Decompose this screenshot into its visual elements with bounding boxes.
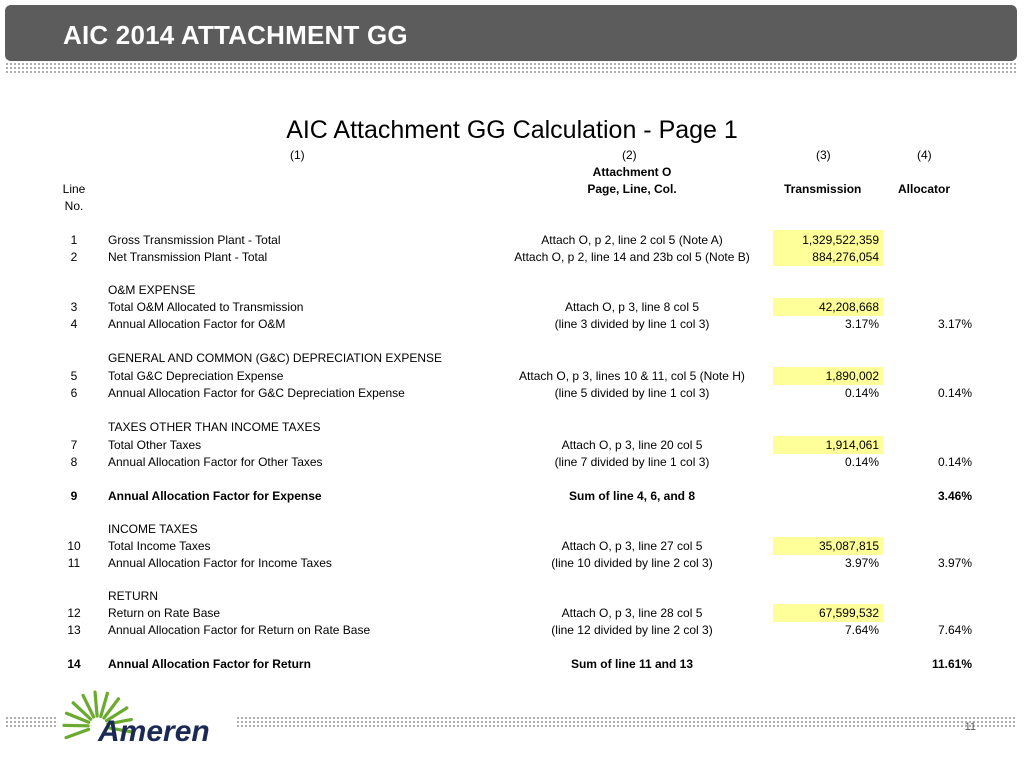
section-heading-income-taxes: INCOME TAXES — [108, 522, 198, 536]
row-reference: (line 5 divided by line 1 col 3) — [554, 386, 710, 400]
document-title: AIC Attachment GG Calculation - Page 1 — [286, 116, 738, 144]
col-number-1: (1) — [290, 148, 305, 162]
row-transmission-value: 42,208,668 — [773, 298, 883, 316]
row-reference: (line 7 divided by line 1 col 3) — [554, 455, 710, 469]
row-transmission-value: 67,599,532 — [773, 604, 883, 622]
row-reference: Attach O, p 3, line 28 col 5 — [561, 606, 703, 620]
row-reference: Sum of line 4, 6, and 8 — [568, 489, 696, 503]
header-line: Line — [62, 182, 86, 196]
row-reference: Attach O, p 3, line 20 col 5 — [561, 438, 703, 452]
row-transmission-value: 3.97% — [844, 556, 879, 570]
row-transmission-value: 0.14% — [844, 386, 879, 400]
row-reference: (line 12 divided by line 2 col 3) — [551, 623, 713, 637]
ameren-wordmark: Ameren — [98, 715, 210, 748]
header-page-line-col: Page, Line, Col. — [587, 182, 677, 196]
row-line-number: 5 — [70, 369, 78, 383]
slide-title: AIC 2014 ATTACHMENT GG — [63, 20, 408, 50]
row-description: Gross Transmission Plant - Total — [108, 233, 281, 247]
logo-ray — [95, 692, 97, 716]
row-transmission-value: 1,914,061 — [773, 436, 883, 454]
row-reference: Attach O, p 3, line 8 col 5 — [564, 300, 700, 314]
row-line-number: 10 — [67, 539, 81, 553]
row-transmission-value: 1,329,522,359 — [773, 230, 883, 248]
section-heading-other-taxes: TAXES OTHER THAN INCOME TAXES — [108, 420, 321, 434]
row-allocator-value: 3.97% — [937, 556, 972, 570]
header-transmission: Transmission — [784, 182, 862, 196]
row-description: Total G&C Depreciation Expense — [108, 369, 284, 383]
dotted-divider-bottom-left — [5, 716, 57, 728]
row-line-number: 7 — [70, 438, 78, 452]
row-description: Total Other Taxes — [108, 438, 202, 452]
row-line-number: 9 — [70, 489, 78, 503]
row-reference: Attach O, p 3, line 27 col 5 — [561, 539, 703, 553]
row-allocator-value: 0.14% — [937, 455, 972, 469]
row-transmission-value: 35,087,815 — [773, 537, 883, 555]
row-description: Return on Rate Base — [108, 606, 221, 620]
row-line-number: 11 — [67, 556, 81, 570]
row-description: Annual Allocation Factor for Income Taxes — [108, 556, 332, 570]
row-description: Annual Allocation Factor for Other Taxes — [108, 455, 323, 469]
row-reference: (line 10 divided by line 2 col 3) — [551, 556, 713, 570]
dotted-divider-bottom-right — [236, 716, 1017, 728]
row-reference: (line 3 divided by line 1 col 3) — [554, 317, 710, 331]
row-allocator-value: 7.64% — [937, 623, 972, 637]
row-description: Net Transmission Plant - Total — [108, 250, 268, 264]
row-description: Annual Allocation Factor for Return on Rate Base — [108, 623, 371, 637]
row-reference: Sum of line 11 and 13 — [570, 657, 694, 671]
row-reference: Attach O, p 2, line 2 col 5 (Note A) — [541, 233, 723, 247]
section-heading-return: RETURN — [108, 589, 158, 603]
row-description: Annual Allocation Factor for O&M — [108, 317, 286, 331]
logo-ray — [66, 729, 89, 737]
row-transmission-value: 0.14% — [844, 455, 879, 469]
col-number-4: (4) — [917, 148, 932, 162]
row-line-number: 8 — [70, 455, 78, 469]
row-transmission-value: 1,890,002 — [773, 367, 883, 385]
row-line-number: 1 — [70, 233, 78, 247]
row-line-number: 14 — [67, 657, 81, 671]
row-description: Total O&M Allocated to Transmission — [108, 300, 304, 314]
row-line-number: 3 — [70, 300, 78, 314]
row-reference: Attach O, p 2, line 14 and 23b col 5 (Note B) — [514, 250, 750, 264]
row-reference: Attach O, p 3, lines 10 & 11, col 5 (Note H) — [519, 369, 745, 383]
section-heading-gc: GENERAL AND COMMON (G&C) DEPRECIATION EXPENSE — [108, 351, 443, 365]
header-allocator: Allocator — [898, 182, 951, 196]
col-number-2: (2) — [622, 148, 637, 162]
row-line-number: 2 — [70, 250, 78, 264]
header-attachment-o: Attachment O — [592, 165, 672, 179]
row-transmission-value: 7.64% — [844, 623, 879, 637]
row-description: Annual Allocation Factor for Return — [108, 657, 311, 671]
ameren-logo — [62, 688, 212, 753]
row-allocator-value: 0.14% — [937, 386, 972, 400]
title-bar — [5, 5, 1017, 61]
row-allocator-value: 3.46% — [937, 489, 972, 503]
row-allocator-value: 3.17% — [937, 317, 972, 331]
page-number: 11 — [964, 721, 976, 733]
col-number-3: (3) — [816, 148, 831, 162]
row-description: Annual Allocation Factor for G&C Depreciation Expense — [108, 386, 405, 400]
header-no: No. — [64, 199, 84, 213]
row-description: Total Income Taxes — [108, 539, 211, 553]
row-transmission-value: 3.17% — [844, 317, 879, 331]
section-heading-om: O&M EXPENSE — [108, 283, 196, 297]
row-line-number: 4 — [70, 317, 78, 331]
row-transmission-value: 884,276,054 — [773, 248, 883, 266]
row-description: Annual Allocation Factor for Expense — [108, 489, 322, 503]
row-allocator-value: 11.61% — [931, 657, 972, 671]
ameren-logo-graphic — [62, 688, 212, 748]
row-line-number: 13 — [67, 623, 81, 637]
row-line-number: 6 — [70, 386, 78, 400]
row-line-number: 12 — [67, 606, 81, 620]
dotted-divider-top — [5, 62, 1017, 74]
